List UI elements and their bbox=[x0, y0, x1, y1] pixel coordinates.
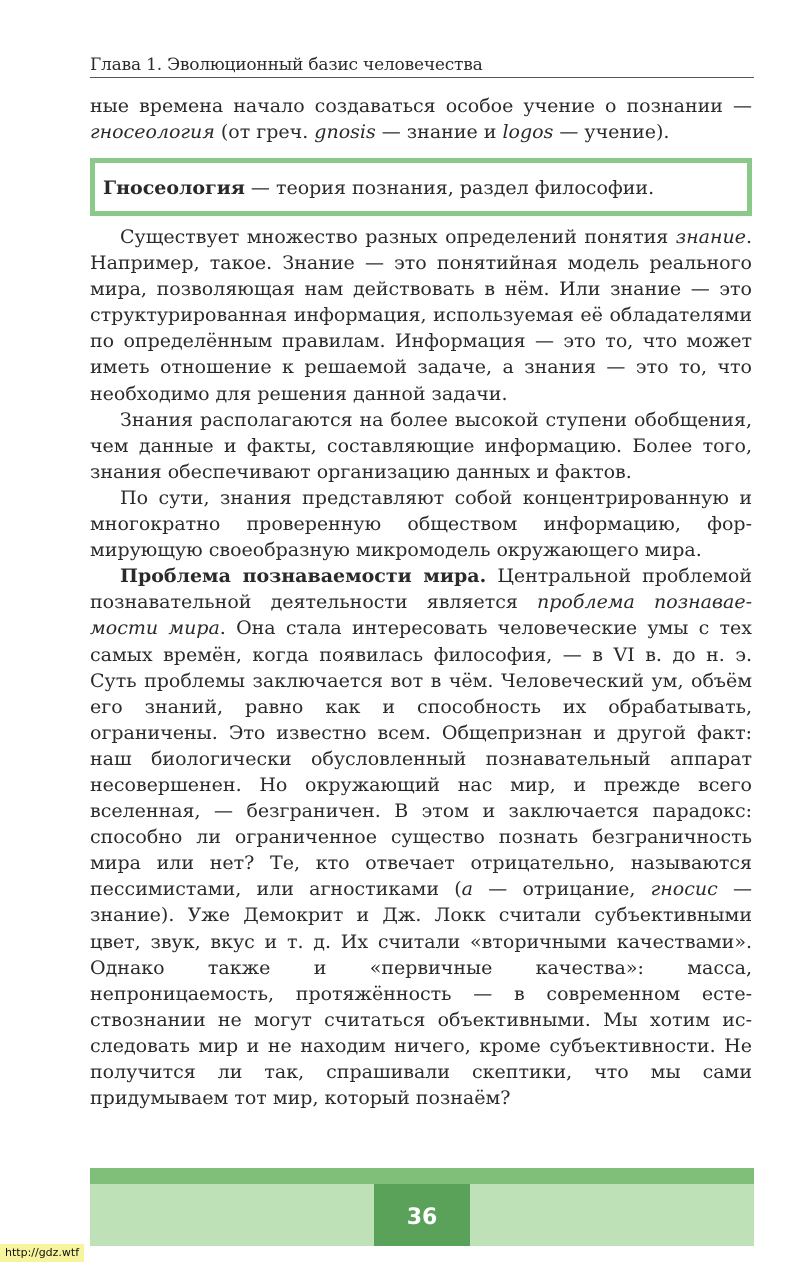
intro-text: (от греч. bbox=[214, 121, 315, 144]
term-a-prefix: а bbox=[461, 878, 473, 901]
word-logos: logos bbox=[502, 121, 554, 144]
paragraph-text: . Она стала интересовать человеческие умы с тех самых времён, когда появилась философия, — в VI в. до н. э. Суть проблемы заключается вот в чём. Человеческий ум, объём его знаний, равно как и способность их обрабатывать, ограничены. Это известно всем. Общепризнан и другой факт: наш биологически обусловленный познавательный аппарат несовершенен. Но окружающий нас мир, и прежде всего вселенная, — безграничен. В этом и заключается парадокс: способно ли ограниченное существо познать безграничность мира или нет? Те, кто отвечает отрицательно, называются пессимистами, или агностиками ( bbox=[90, 617, 752, 901]
paragraph-cognizability bbox=[90, 563, 752, 1111]
paragraph-knowledge-essence: По сути, знания представляют собой концентрированную и многократно проверенную обществом информацию, формирующую своеобразную микромодель окружающего мира. bbox=[90, 486, 752, 562]
paragraph-text: — отрицание, bbox=[472, 878, 651, 901]
footer-stripe bbox=[90, 1168, 754, 1184]
page-number: 36 bbox=[406, 1205, 438, 1230]
paragraph-text: . Например, такое. Знание — это понятийная модель реального мира, позволяющая нам действовать в нём. Или знание — это структурированная информация, используемая её обладателями по определённым правилам. Информация — это то, что может иметь отношение к решаемой задаче, а знания — это то, что необходимо для решения данной задачи. bbox=[90, 226, 752, 405]
term-knowledge: знание bbox=[675, 226, 746, 248]
paragraph-knowledge-level: Знания располагаются на более высокой ступени обобщения, чем данные и факты, составляющие информацию. Более того, знания обеспечивают организацию данных и фактов. bbox=[90, 408, 752, 483]
word-gnosis: gnosis bbox=[314, 121, 376, 144]
intro-text: — знание и bbox=[375, 121, 503, 144]
definition-text bbox=[103, 175, 654, 201]
term-gnoseology: гносеология bbox=[90, 121, 215, 144]
header-rule bbox=[90, 77, 754, 78]
intro-paragraph bbox=[90, 93, 752, 145]
paragraph-text: Существует множество разных определений понятия bbox=[120, 226, 676, 248]
definition-body: — теория познания, раздел философии. bbox=[244, 177, 655, 199]
paragraph-text: Центральной проблемой познавательной деятельности является bbox=[90, 565, 752, 614]
term-gnosis: гносис bbox=[650, 878, 718, 901]
chapter-header: Глава 1. Эволюционный базис человечества bbox=[90, 55, 483, 75]
paragraph-knowledge-definitions bbox=[90, 224, 752, 407]
intro-text: — учение). bbox=[553, 121, 670, 144]
intro-line: ные времена начало создаваться особое учение о познании — bbox=[90, 95, 752, 117]
term-cognizability-problem: проблема познаваемости мира bbox=[90, 591, 752, 640]
section-heading: Проблема познаваемости мира. bbox=[120, 565, 487, 588]
definition-term: Гносеология bbox=[103, 177, 245, 199]
watermark-link[interactable]: http://gdz.wtf bbox=[0, 1244, 84, 1262]
definition-box bbox=[90, 158, 752, 216]
paragraph-text: — знание). Уже Демокрит и Дж. Локк считали субъективными цвет, звук, вкус и т. д. Их считали «вторичными качествами». Однако также и «первичные качества»: масса, непроницаемость, протяжённость — в современном естествознании не могут считаться объективными. Мы хотим исследовать мир и не находим ничего, кроме субъективности. Не получится ли так, спрашивали скептики, что мы сами придумываем тот мир, который познаём? bbox=[90, 878, 752, 1110]
main-text bbox=[90, 224, 752, 1111]
